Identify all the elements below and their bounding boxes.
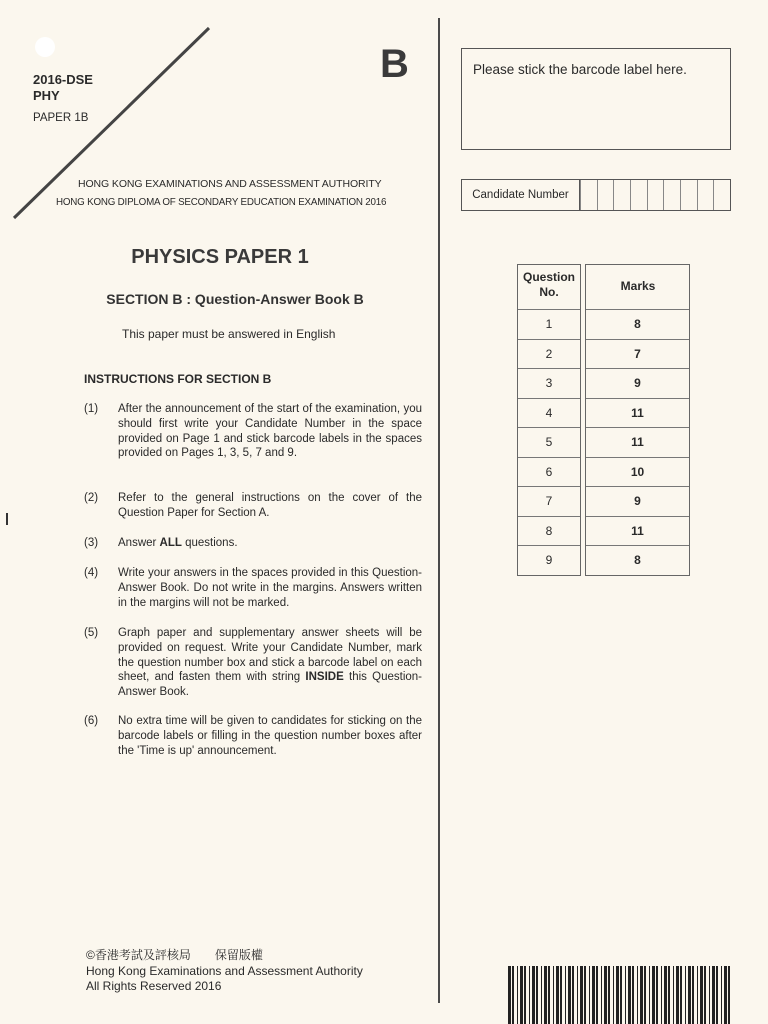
barcode-bar	[620, 966, 622, 1024]
barcode-bar	[680, 966, 682, 1024]
barcode-bar	[640, 966, 643, 1024]
table-row-divider	[518, 545, 580, 546]
barcode-bar	[716, 966, 718, 1024]
table-row-divider	[586, 545, 689, 546]
barcode-bar	[668, 966, 670, 1024]
barcode-bar	[613, 966, 614, 1024]
marks-header: Marks	[620, 279, 656, 293]
barcode-image	[508, 966, 730, 1024]
barcode-bar	[592, 966, 595, 1024]
instruction-number: (5)	[84, 627, 99, 639]
candidate-digit-cell[interactable]	[663, 180, 680, 210]
table-row-divider	[518, 309, 580, 310]
table-row-divider	[586, 427, 689, 428]
marks-cell: 9	[634, 376, 641, 390]
marks-cell: 11	[631, 523, 644, 538]
candidate-digit-cell[interactable]	[697, 180, 714, 210]
marks-cell: 7	[634, 346, 641, 361]
question-number-header: Question No.	[522, 270, 575, 299]
barcode-bar	[529, 966, 530, 1024]
barcode-bar	[656, 966, 658, 1024]
barcode-bar	[728, 966, 730, 1024]
instruction-text: Write your answers in the spaces provided in this Question-Answer Book. Do not write in the margins. Answers written in the margins will not be marked.	[118, 567, 422, 609]
table-row-divider	[518, 486, 580, 487]
rights-reserved: All Rights Reserved 2016	[86, 979, 222, 993]
instruction-text: Answer ALL questions.	[118, 537, 238, 549]
marks-cell: 8	[634, 553, 641, 567]
barcode-bar	[572, 966, 574, 1024]
table-row-divider	[518, 427, 580, 428]
barcode-bar	[568, 966, 571, 1024]
subject-code: PHY	[33, 88, 60, 103]
barcode-bar	[589, 966, 590, 1024]
barcode-bar	[664, 966, 667, 1024]
barcode-bar	[548, 966, 550, 1024]
question-number-cell: 1	[545, 317, 553, 331]
barcode-label-instruction: Please stick the barcode label here.	[473, 62, 687, 77]
language-note: This paper must be answered in English	[122, 327, 336, 341]
instruction-text: No extra time will be given to candidates for sticking on the barcode labels or filling in the question number boxes after the 'Time is up' announcement.	[118, 715, 422, 757]
barcode-bar	[532, 966, 535, 1024]
copyright-english: Hong Kong Examinations and Assessment Authority	[86, 964, 363, 978]
barcode-bar	[556, 966, 559, 1024]
table-row-divider	[518, 339, 580, 340]
candidate-digit-cell[interactable]	[680, 180, 697, 210]
barcode-bar	[596, 966, 598, 1024]
instruction-number: (6)	[84, 715, 99, 727]
marks-cell: 9	[634, 494, 641, 508]
barcode-bar	[524, 966, 526, 1024]
barcode-bar	[712, 966, 715, 1024]
barcode-bar	[608, 966, 610, 1024]
instruction-text: After the announcement of the start of the examination, you should first write your Candidate Number in the space provided on Page 1 and stick barcode labels in the spaces provided on Pages 1, 3, 5, 7 and 9.	[118, 403, 422, 460]
table-row-divider	[586, 368, 689, 369]
margin-mark	[6, 513, 8, 525]
candidate-number-box	[461, 179, 731, 211]
instruction-number: (2)	[84, 492, 99, 504]
barcode-bar	[601, 966, 602, 1024]
section-letter: B	[380, 42, 409, 86]
question-number-cell: 9	[545, 553, 553, 567]
authority-name: HONG KONG EXAMINATIONS AND ASSESSMENT AUTHORITY	[78, 178, 382, 190]
question-number-cell: 8	[545, 523, 553, 538]
barcode-bar	[697, 966, 698, 1024]
candidate-digit-cell[interactable]	[647, 180, 664, 210]
barcode-bar	[520, 966, 523, 1024]
barcode-bar	[704, 966, 706, 1024]
candidate-digit-cell[interactable]	[597, 180, 614, 210]
candidate-digit-cell[interactable]	[580, 180, 597, 210]
barcode-bar	[652, 966, 655, 1024]
barcode-bar	[700, 966, 703, 1024]
exam-code-block	[33, 72, 93, 104]
barcode-bar	[584, 966, 586, 1024]
instruction-text: Refer to the general instructions on the cover of the Question Paper for Section A.	[118, 492, 422, 519]
question-number-cell: 7	[545, 494, 553, 508]
barcode-bar	[724, 966, 727, 1024]
paper-number: PAPER 1B	[33, 112, 89, 124]
table-row-divider	[518, 368, 580, 369]
barcode-bar	[536, 966, 538, 1024]
vertical-divider	[438, 18, 440, 1003]
question-number-cell: 6	[545, 464, 553, 479]
marks-cell: 8	[634, 317, 641, 331]
candidate-digit-cell[interactable]	[630, 180, 647, 210]
barcode-bar	[616, 966, 619, 1024]
barcode-bar	[721, 966, 722, 1024]
diploma-name: HONG KONG DIPLOMA OF SECONDARY EDUCATION EXAMINATION 2016	[56, 197, 387, 208]
instructions-heading: INSTRUCTIONS FOR SECTION B	[84, 372, 272, 386]
table-row-divider	[586, 516, 689, 517]
instruction-item	[84, 402, 422, 461]
barcode-bar	[517, 966, 518, 1024]
candidate-digit-cell[interactable]	[613, 180, 630, 210]
barcode-bar	[688, 966, 691, 1024]
barcode-bar	[512, 966, 514, 1024]
barcode-bar	[637, 966, 638, 1024]
instruction-item	[84, 491, 422, 521]
question-number-cell: 5	[545, 435, 553, 449]
barcode-bar	[560, 966, 562, 1024]
table-row-divider	[518, 457, 580, 458]
table-row-divider	[586, 457, 689, 458]
barcode-bar	[541, 966, 542, 1024]
marks-cell: 11	[631, 405, 644, 420]
marks-cell: 11	[631, 435, 644, 449]
barcode-bar	[632, 966, 634, 1024]
barcode-bar	[577, 966, 578, 1024]
paper-title: PHYSICS PAPER 1	[131, 246, 309, 268]
barcode-bar	[628, 966, 631, 1024]
barcode-bar	[661, 966, 662, 1024]
table-row-divider	[586, 486, 689, 487]
barcode-bar	[604, 966, 607, 1024]
barcode-bar	[685, 966, 686, 1024]
table-row-divider	[586, 339, 689, 340]
table-row-divider	[518, 398, 580, 399]
candidate-digit-cell[interactable]	[713, 180, 730, 210]
question-number-cell: 2	[545, 346, 553, 361]
barcode-bar	[580, 966, 583, 1024]
barcode-bar	[649, 966, 650, 1024]
barcode-bar	[508, 966, 511, 1024]
exam-code: 2016-DSE	[33, 72, 93, 87]
table-row-divider	[586, 398, 689, 399]
marks-cell: 10	[630, 464, 645, 479]
instruction-number: (1)	[84, 403, 99, 415]
barcode-bar	[709, 966, 710, 1024]
barcode-bar	[553, 966, 554, 1024]
table-row-divider	[586, 309, 689, 310]
barcode-bar	[625, 966, 626, 1024]
instruction-item	[84, 536, 422, 551]
instruction-item	[84, 566, 422, 610]
barcode-bar	[673, 966, 674, 1024]
question-number-cell: 4	[545, 405, 553, 420]
instruction-number: (3)	[84, 537, 99, 549]
instruction-number: (4)	[84, 567, 99, 579]
instruction-item	[84, 714, 422, 758]
barcode-bar	[565, 966, 566, 1024]
section-subtitle: SECTION B : Question-Answer Book B	[106, 291, 364, 307]
table-row-divider	[518, 516, 580, 517]
question-number-cell: 3	[545, 376, 553, 390]
barcode-bar	[544, 966, 547, 1024]
barcode-bar	[644, 966, 646, 1024]
candidate-number-label: Candidate Number	[462, 180, 580, 210]
barcode-bar	[692, 966, 694, 1024]
instruction-text: Graph paper and supplementary answer sheets will be provided on request. Write your Candidate Number, mark the question number box and stick a barcode label on each sheet, and fasten them with string INSIDE this Question-Answer Book.	[118, 627, 422, 699]
copyright-chinese: ©香港考試及評核局 保留版權	[86, 948, 263, 962]
barcode-bar	[676, 966, 679, 1024]
instruction-item	[84, 626, 422, 700]
